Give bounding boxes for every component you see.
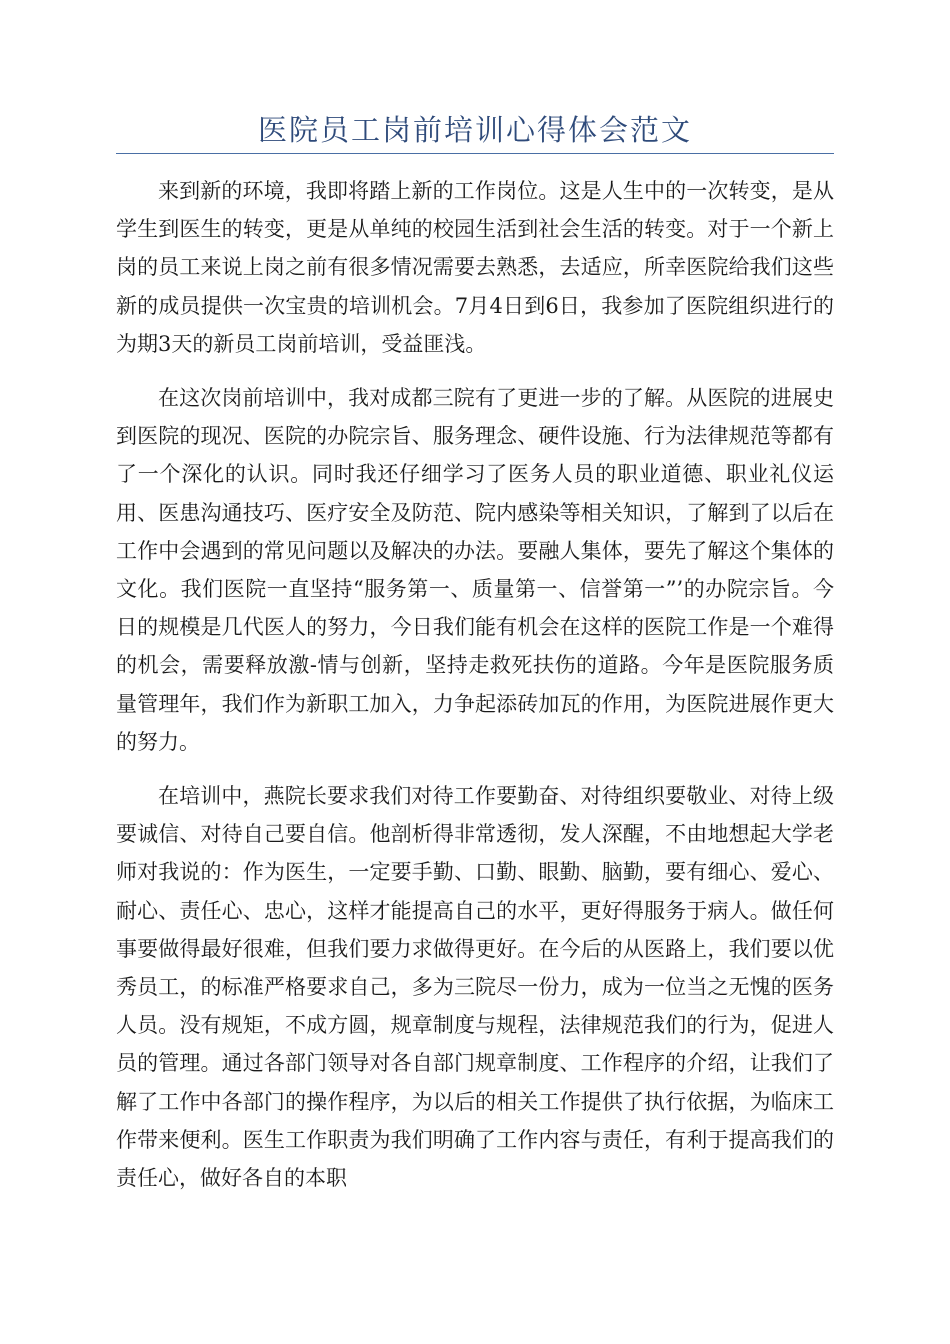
paragraph-1: 来到新的环境，我即将踏上新的工作岗位。这是人生中的一次转变，是从学生到医生的转变，更是从单纯的校园生活到社会生活的转变。对于一个新上岗的员工来说上岗之前有很多情况需要去熟悉，去适应，所幸医院给我们这些新的成员提供一次宝贵的培训机会。7月4日到6日，我参加了医院组织进行的为期3天的新员工岗前培训，受益匪浅。 bbox=[116, 179, 834, 356]
paragraph-3: 在培训中，燕院长要求我们对待工作要勤奋、对待组织要敬业、对待上级要诚信、对待自己要自信。他剖析得非常透彻，发人深醒，不由地想起大学老师对我说的：作为医生，一定要手勤、口勤、眼勤、脑勤，要有细心、爱心、耐心、责任心、忠心，这样才能提高自己的水平，更好得服务于病人。做任何事要做得最好很难，但我们要力求做得更好。在今后的从医路上，我们要以优秀员工，的标准严格要求自己，多为三院尽一份力，成为一位当之无愧的医务人员。没有规矩，不成方圆，规章制度与规程，法律规范我们的行为，促进人员的管理。通过各部门领导对各自部门规章制度、工作程序的介绍，让我们了解了工作中各部门的操作程序，为以后的相关工作提供了执行依据，为临床工作带来便利。医生工作职责为我们明确了工作内容与责任，有利于提高我们的责任心，做好各自的本职 bbox=[116, 784, 834, 1191]
title-underline bbox=[116, 153, 834, 154]
paragraph-2: 在这次岗前培训中，我对成都三院有了更进一步的了解。从医院的进展史到医院的现况、医院的办院宗旨、服务理念、硬件设施、行为法律规范等都有了一个深化的认识。同时我还仔细学习了医务人员的职业道德、职业礼仪运用、医患沟通技巧、医疗安全及防范、院内感染等相关知识，了解到了以后在工作中会遇到的常见问题以及解决的办法。要融人集体，要先了解这个集体的文化。我们医院一直坚持“服务第一、质量第一、信誉第一”’的办院宗旨。今日的规模是几代医人的努力，今日我们能有机会在这样的医院工作是一个难得的机会，需要释放激-情与创新，坚持走救死扶伤的道路。今年是医院服务质量管理年，我们作为新职工加入，力争起添砖加瓦的作用，为医院进展作更大的努力。 bbox=[116, 386, 834, 754]
document-title: 医院员工岗前培训心得体会范文 bbox=[257, 113, 692, 147]
document-body bbox=[116, 172, 834, 1213]
